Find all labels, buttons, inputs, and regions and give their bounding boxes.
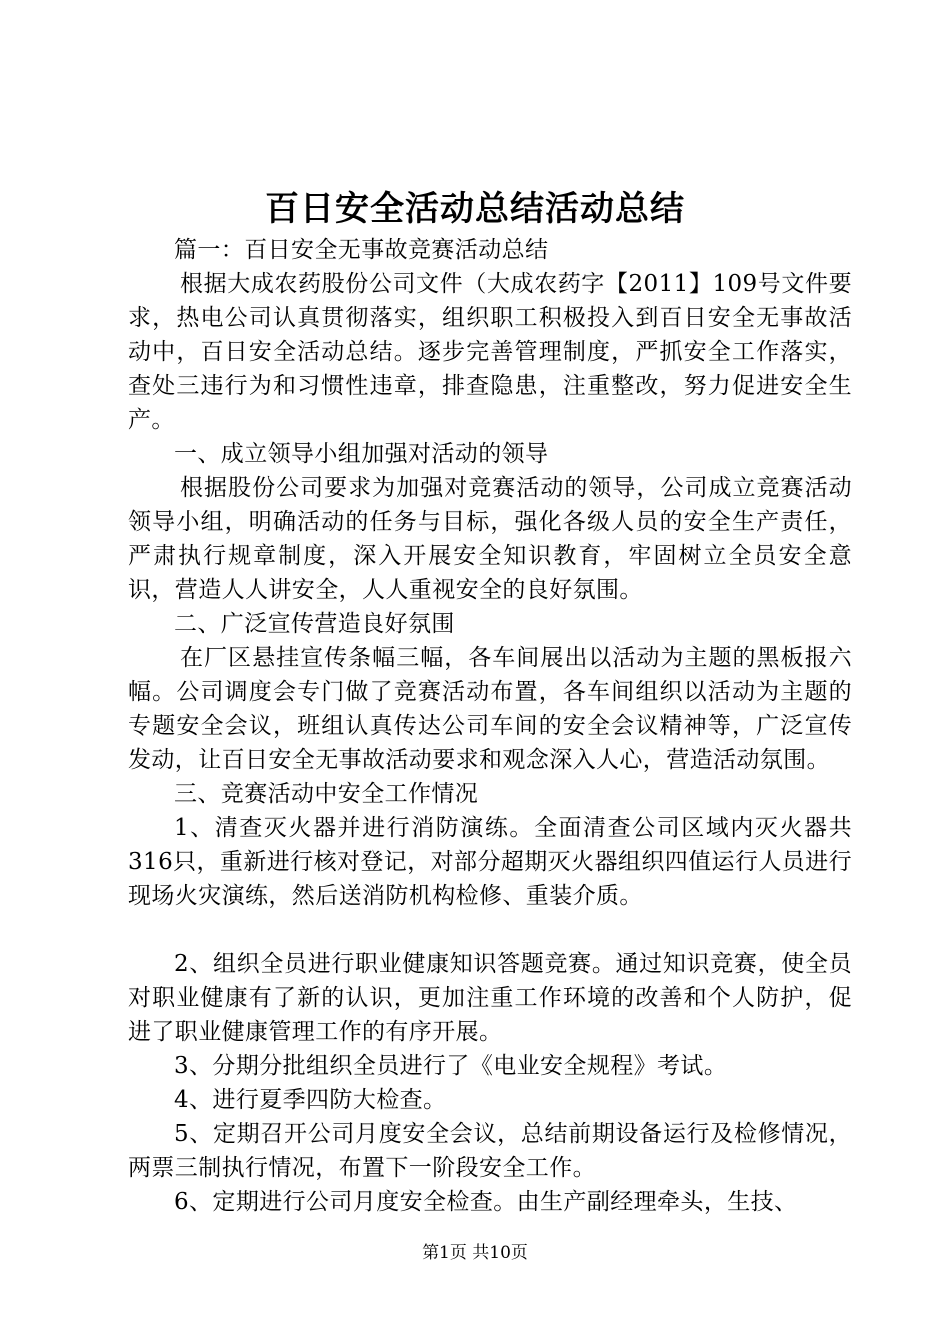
list-item: 2、组织全员进行职业健康知识答题竞赛。通过知识竞赛，使全员对职业健康有了新的认识，更加注重工作环境的改善和个人防护，促进了职业健康管理工作的有序开展。 xyxy=(128,951,852,1045)
list-item: 1、清查灭火器并进行消防演练。全面清查公司区域内灭火器共316只，重新进行核对登记，对部分超期灭火器组织四值运行人员进行现场火灾演练，然后送消防机构检修、重装介质。 xyxy=(128,815,852,909)
section-heading: 篇一：百日安全无事故竞赛活动总结 xyxy=(174,237,549,263)
list-item: 3、分期分批组织全员进行了《电业安全规程》考试。 xyxy=(174,1053,728,1079)
document-title: 百日安全活动总结活动总结 xyxy=(265,189,685,229)
section-heading: 二、广泛宣传营造良好氛围 xyxy=(174,611,455,637)
paragraph: 根据大成农药股份公司文件（大成农药字【2011】109号文件要求，热电公司认真贯彻落实，组织职工积极投入到百日安全无事故活动中，百日安全活动总结。逐步完善管理制度，严抓安全工作落实，查处三违行为和习惯性违章，排查隐患，注重整改，努力促进安全生产。 xyxy=(128,271,852,433)
list-item: 6、定期进行公司月度安全检查。由生产副经理牵头，生技、 xyxy=(174,1189,798,1215)
section-heading: 三、竞赛活动中安全工作情况 xyxy=(174,781,479,807)
list-item: 5、定期召开公司月度安全会议，总结前期设备运行及检修情况，两票三制执行情况，布置下一阶段安全工作。 xyxy=(128,1121,852,1181)
section-heading: 一、成立领导小组加强对活动的领导 xyxy=(174,441,549,467)
paragraph: 在厂区悬挂宣传条幅三幅，各车间展出以活动为主题的黑板报六幅。公司调度会专门做了竞赛活动布置，各车间组织以活动为主题的专题安全会议，班组认真传达公司车间的安全会议精神等，广泛宣传发动，让百日安全无事故活动要求和观念深入人心，营造活动氛围。 xyxy=(128,645,852,773)
list-item: 4、进行夏季四防大检查。 xyxy=(174,1087,447,1113)
document-body xyxy=(128,233,852,1219)
page-number: 第1页 共10页 xyxy=(422,1243,528,1263)
paragraph: 根据股份公司要求为加强对竞赛活动的领导，公司成立竞赛活动领导小组，明确活动的任务与目标，强化各级人员的安全生产责任，严肃执行规章制度，深入开展安全知识教育，牢固树立全员安全意识，营造人人讲安全，人人重视安全的良好氛围。 xyxy=(128,475,852,603)
